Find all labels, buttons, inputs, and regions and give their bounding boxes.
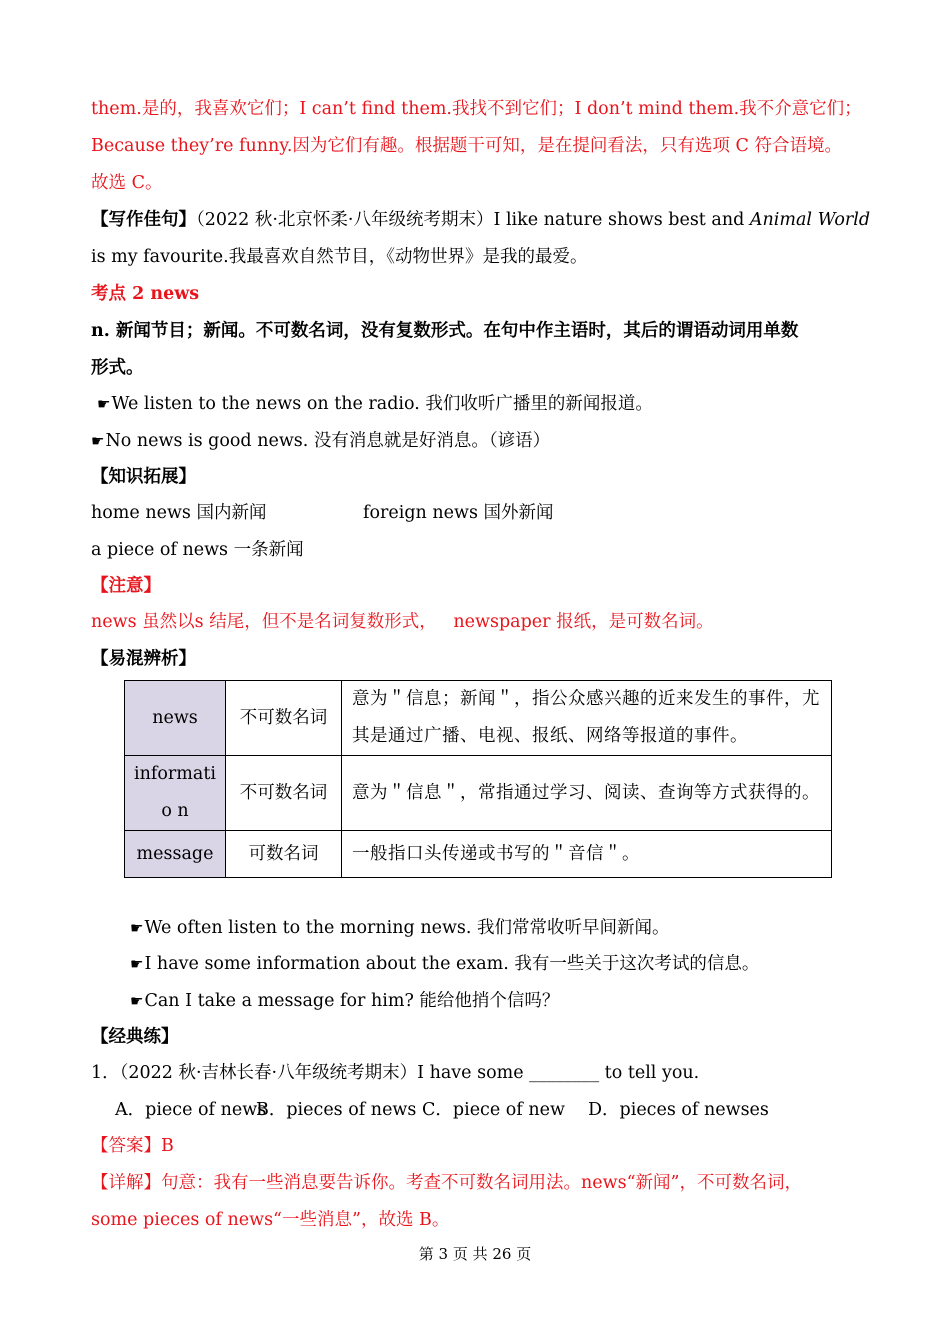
point-example-text: No news is good news. 没有消息就是好消息。（谚语）: [105, 431, 551, 451]
pointing-hand-icon: ☛: [130, 955, 144, 973]
point-definition-line-2: 形式。: [91, 358, 144, 378]
confusion-example-1: [130, 916, 670, 940]
table-cell-word: informatio n: [125, 756, 226, 831]
note-text: news 虽然以s 结尾，但不是名词复数形式， newspaper 报纸，是可数名词。: [91, 612, 714, 632]
pointing-hand-icon: ☛: [130, 919, 144, 937]
practice-label: 【经典练】: [91, 1027, 179, 1047]
confusion-example-text: Can I take a message for him? 能给他捎个信吗？: [144, 991, 560, 1011]
confusion-example-2: [130, 952, 759, 976]
extension-item-2: foreign news 国外新闻: [363, 503, 554, 523]
extension-label: 【知识拓展】: [91, 467, 196, 487]
point-example-1: [97, 392, 653, 416]
table-cell-desc: 一般指口头传递或书写的＂音信＂。: [342, 831, 832, 878]
pointing-hand-icon: ☛: [91, 432, 105, 450]
explanation-line-2: some pieces of news“一些消息”，故选 B。: [91, 1210, 450, 1230]
table-cell-pos: 不可数名词: [226, 756, 342, 831]
question-1: 1．（2022 秋·吉林长春·八年级统考期末）I have some ________ to tell you.: [91, 1063, 700, 1083]
option-b: B．pieces of news: [256, 1100, 417, 1120]
explanation-line-1: 【详解】句意：我有一些消息要告诉你。考查不可数名词用法。news“新闻”，不可数名词，: [91, 1173, 802, 1193]
option-a: A．piece of news: [115, 1100, 267, 1120]
note-label: 【注意】: [91, 576, 161, 596]
writing-source: （2022 秋·北京怀柔·八年级统考期末）I like nature shows best and: [196, 210, 750, 230]
comparison-table: [124, 680, 832, 878]
option-d: D．pieces of newses: [588, 1100, 769, 1120]
table-cell-pos: 不可数名词: [226, 681, 342, 756]
confusion-example-text: I have some information about the exam. 我有一些关于这次考试的信息。: [144, 954, 760, 974]
answer: 【答案】B: [91, 1136, 174, 1156]
page-number: 第 3 页 共 26 页: [418, 1245, 532, 1263]
table-row: [125, 681, 832, 756]
writing-sentence-line-1: [91, 208, 870, 232]
confusion-label: 【易混辨析】: [91, 649, 196, 669]
extension-item-1: home news 国内新闻: [91, 503, 267, 523]
point-example-text: We listen to the news on the radio. 我们收听广播里的新闻报道。: [111, 394, 653, 414]
table-row: [125, 756, 832, 831]
extension-item-3: a piece of news 一条新闻: [91, 540, 304, 560]
table-cell-word: message: [125, 831, 226, 878]
writing-sentence-line-2: is my favourite.我最喜欢自然节目，《动物世界》是我的最爱。: [91, 247, 588, 267]
option-c: C．piece of new: [422, 1100, 565, 1120]
point-example-2: [91, 429, 550, 453]
point-definition-line-1: n. 新闻节目；新闻。不可数名词，没有复数形式。在句中作主语时，其后的谓语动词用单数: [91, 321, 799, 341]
answer-explanation-line-1: them.是的，我喜欢它们；I can’t find them.我找不到它们；I don’t mind them.我不介意它们；: [91, 99, 862, 119]
answer-explanation-line-3: 故选 C。: [91, 173, 163, 193]
confusion-example-text: We often listen to the morning news. 我们常常收听早间新闻。: [144, 918, 670, 938]
point-heading: 考点 2 news: [91, 284, 200, 304]
table-cell-desc: 意为＂信息＂，常指通过学习、阅读、查询等方式获得的。: [342, 756, 832, 831]
pointing-hand-icon: ☛: [130, 992, 144, 1010]
table-row: [125, 831, 832, 878]
table-cell-desc: 意为＂信息；新闻＂，指公众感兴趣的近来发生的事件，尤其是通过广播、电视、报纸、网络等报道的事件。: [342, 681, 832, 756]
writing-label: 【写作佳句】: [91, 210, 196, 230]
table-cell-word: news: [125, 681, 226, 756]
pointing-hand-icon: ☛: [97, 395, 111, 413]
table-cell-pos: 可数名词: [226, 831, 342, 878]
confusion-example-3: [130, 989, 559, 1013]
answer-explanation-line-2: Because they’re funny.因为它们有趣。根据题干可知，是在提问看法，只有选项 C 符合语境。: [91, 136, 842, 156]
writing-title: Animal World: [749, 210, 871, 230]
